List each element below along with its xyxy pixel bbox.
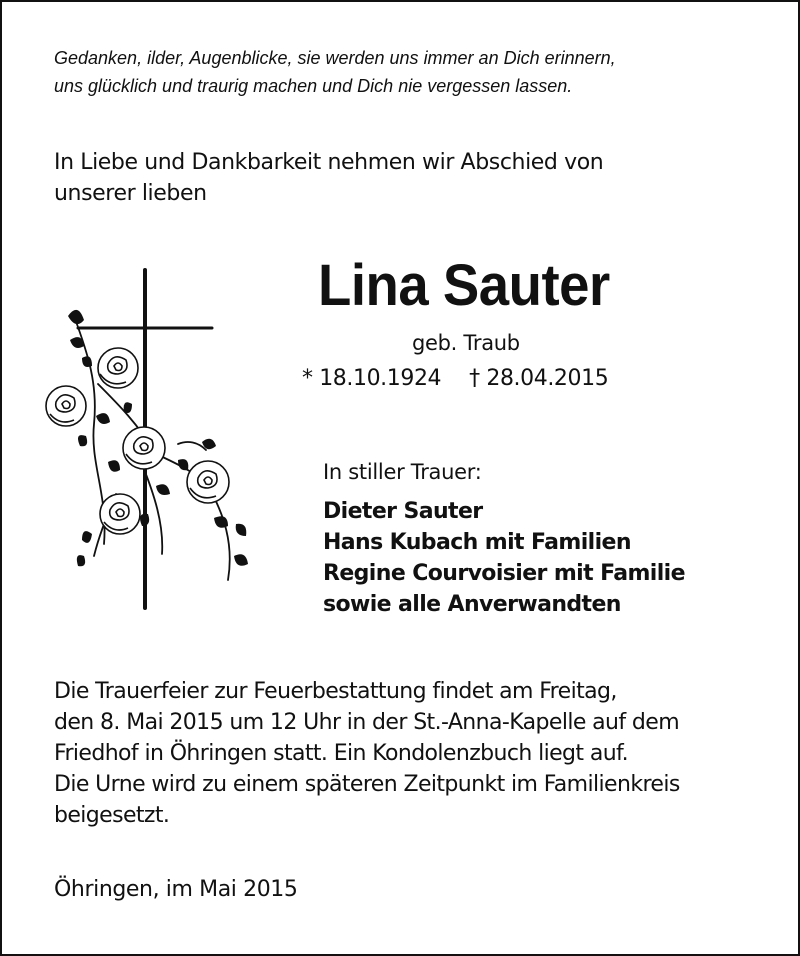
notice-line: beigesetzt. bbox=[54, 803, 170, 828]
mourners-list bbox=[323, 496, 783, 620]
birth-date: * 18.10.1924 bbox=[302, 366, 442, 391]
mourner-name: Hans Kubach mit Familien bbox=[323, 530, 631, 555]
life-dates bbox=[302, 366, 608, 391]
quote-line: uns glücklich und traurig machen und Dich nie vergessen lassen. bbox=[54, 76, 573, 96]
intro-line: In Liebe und Dankbarkeit nehmen wir Abschied von bbox=[54, 150, 604, 175]
quote-line: Gedanken, ilder, Augenblicke, sie werden uns immer an Dich erinnern, bbox=[54, 48, 616, 68]
notice-line: Die Trauerfeier zur Feuerbestattung findet am Freitag, bbox=[54, 679, 617, 704]
notice-line: den 8. Mai 2015 um 12 Uhr in der St.-Anna-Kapelle auf dem bbox=[54, 710, 680, 735]
birth-name: geb. Traub bbox=[412, 331, 520, 355]
mourner-name: sowie alle Anverwandten bbox=[323, 592, 621, 617]
deceased-name: Lina Sauter bbox=[318, 253, 610, 318]
death-date: † 28.04.2015 bbox=[469, 366, 609, 391]
cross-with-roses-icon bbox=[38, 264, 258, 612]
funeral-notice bbox=[54, 676, 774, 831]
notice-line: Friedhof in Öhringen statt. Ein Kondolenzbuch liegt auf. bbox=[54, 741, 629, 766]
notice-line: Die Urne wird zu einem späteren Zeitpunkt im Familienkreis bbox=[54, 772, 680, 797]
mourner-name: Regine Courvoisier mit Familie bbox=[323, 561, 685, 586]
mourner-name: Dieter Sauter bbox=[323, 499, 483, 524]
mourning-heading: In stiller Trauer: bbox=[323, 460, 482, 484]
intro-line: unserer lieben bbox=[54, 181, 207, 206]
place-and-date: Öhringen, im Mai 2015 bbox=[54, 877, 298, 902]
